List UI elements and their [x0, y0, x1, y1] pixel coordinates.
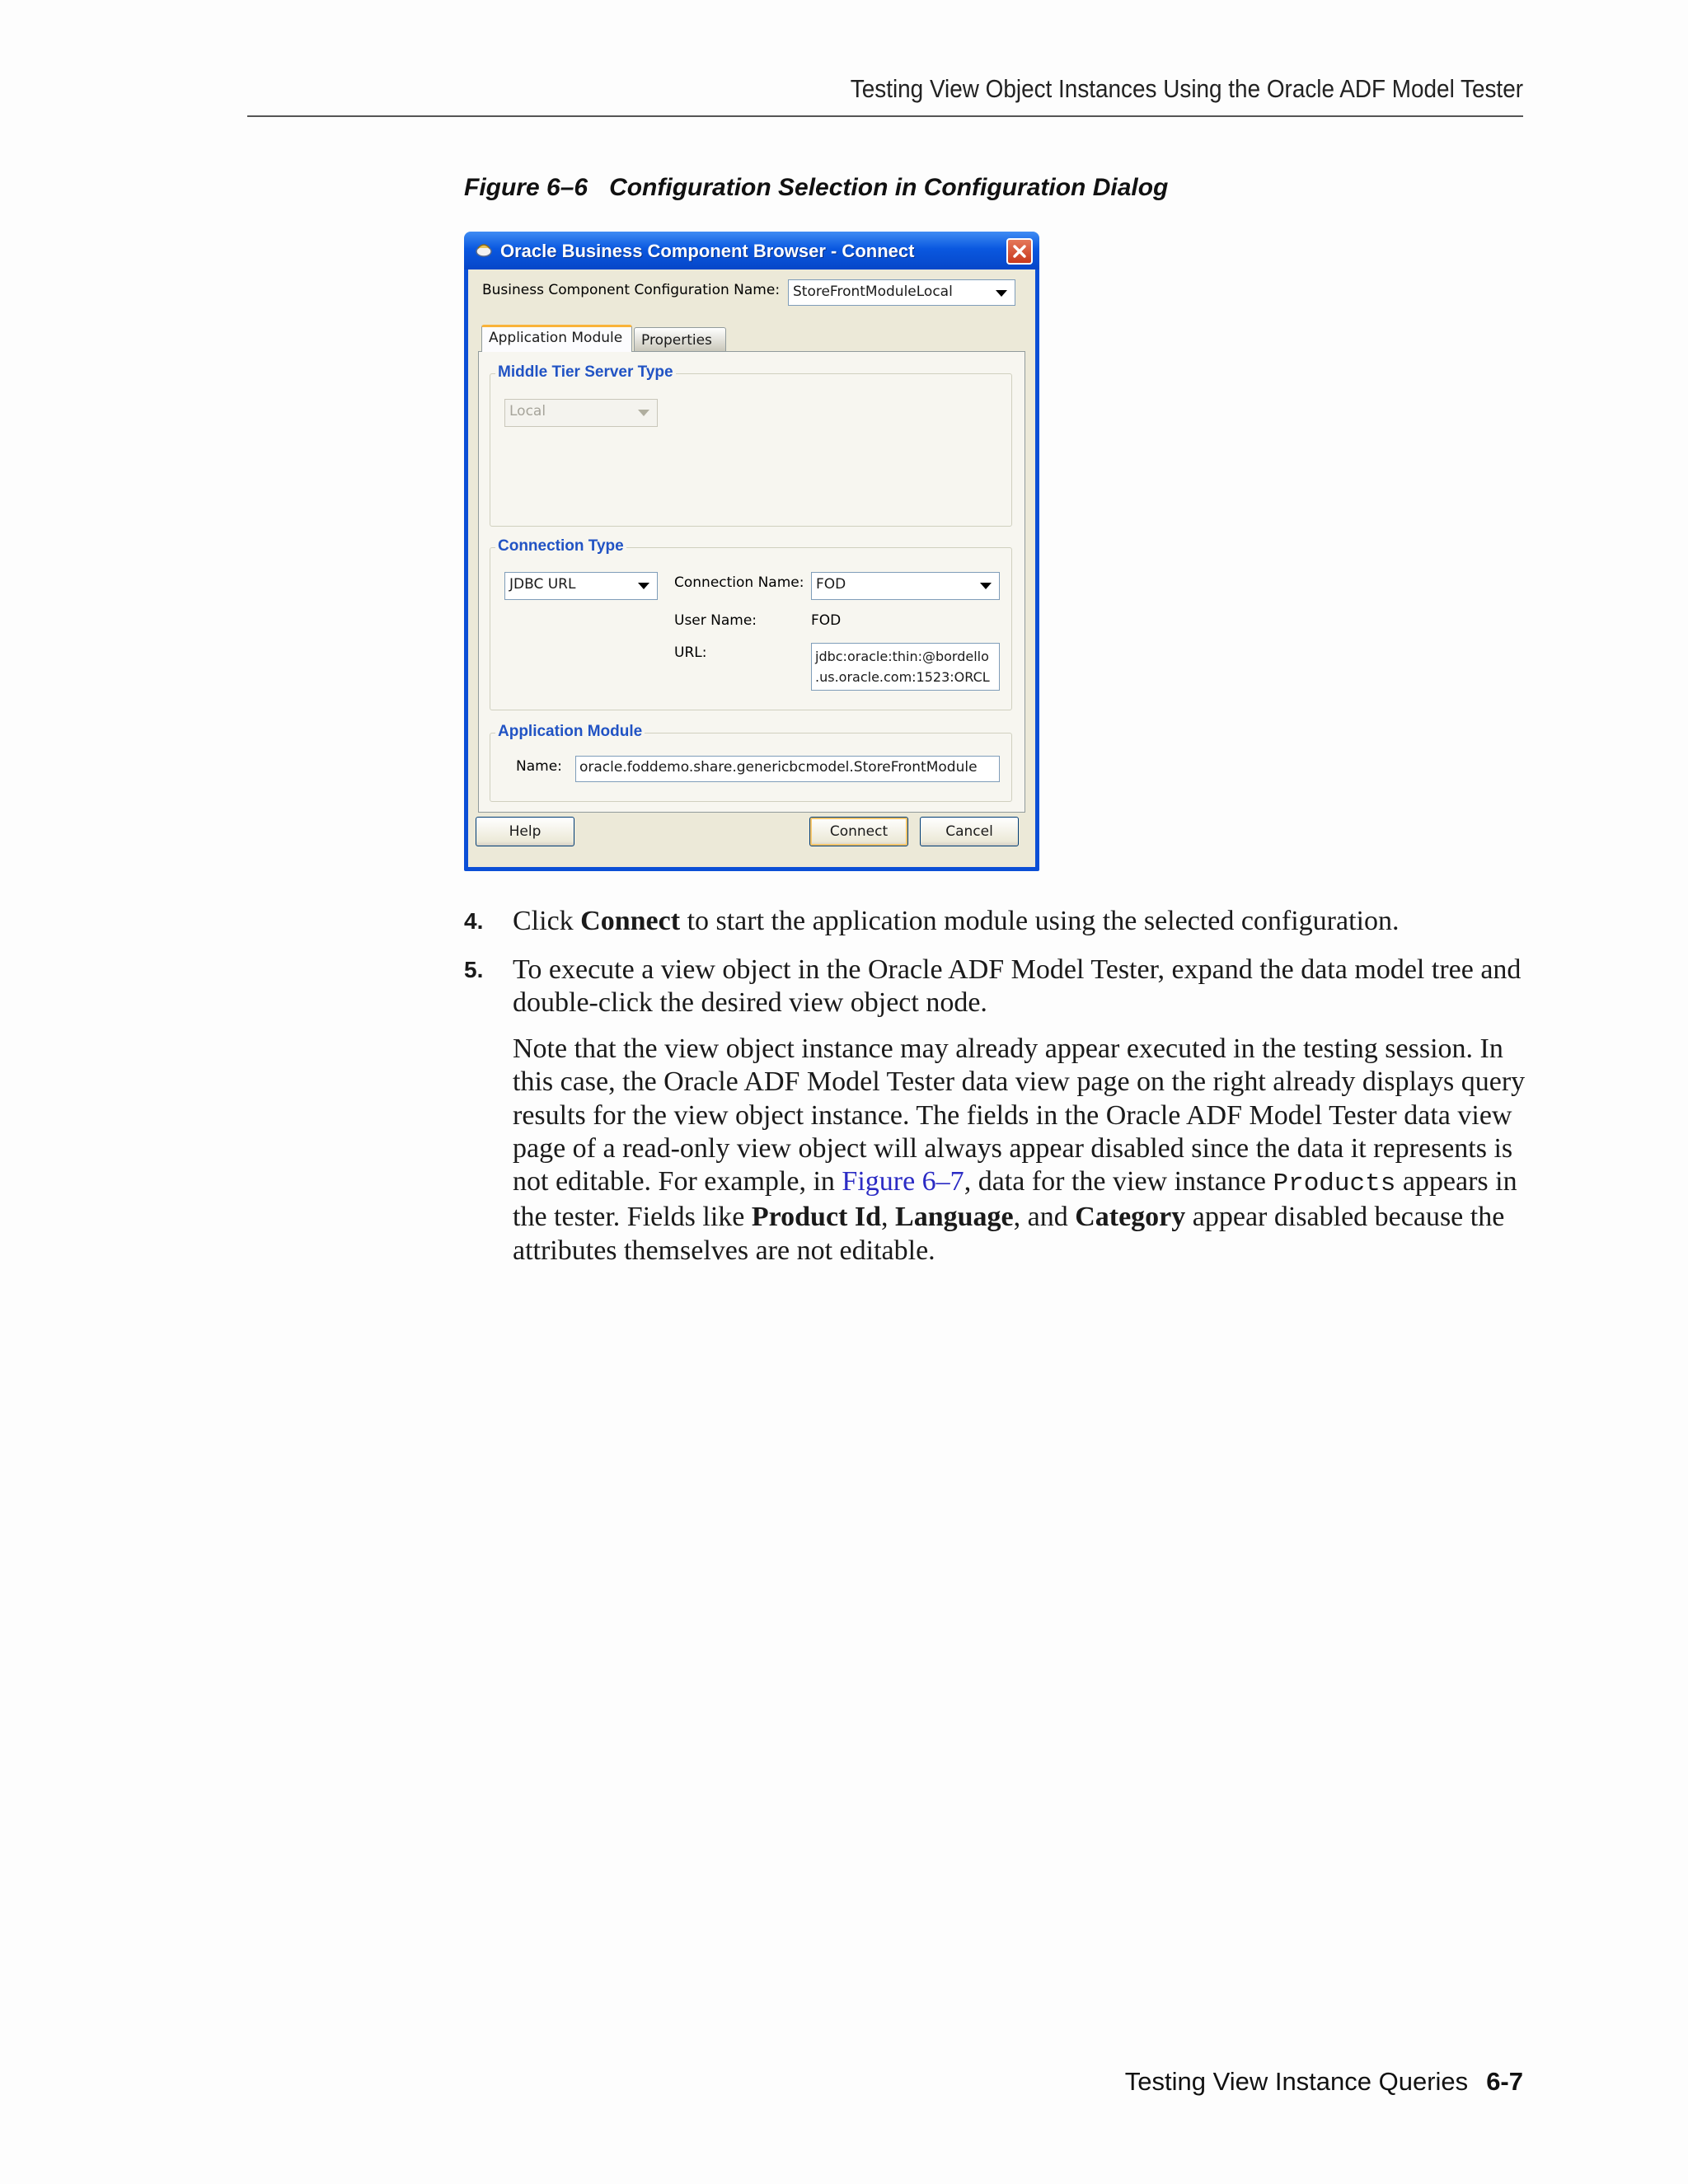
config-name-label: Business Component Configuration Name: [482, 282, 781, 298]
step-text: Click Connect to start the application module using the selected configuration. [513, 906, 1400, 936]
header-rule [247, 115, 1523, 117]
step-number: 5. [464, 957, 484, 982]
connection-type-select[interactable] [504, 572, 658, 600]
am-name-field[interactable]: oracle.foddemo.share.genericbcmodel.StoreFrontModule [575, 756, 1000, 782]
config-name-value: StoreFrontModuleLocal [793, 284, 953, 300]
middle-tier-title: Middle Tier Server Type [495, 363, 676, 382]
close-button[interactable] [1006, 238, 1033, 265]
connection-type-value: JDBC URL [509, 576, 576, 593]
connection-name-select[interactable] [811, 572, 1000, 600]
url-label: URL: [674, 644, 707, 661]
url-line-1: jdbc:oracle:thin:@bordello [815, 649, 989, 664]
user-name-value: FOD [811, 612, 842, 629]
figure-caption [464, 174, 1168, 202]
tab-application-module[interactable]: Application Module [481, 325, 632, 352]
connect-dialog [464, 232, 1039, 871]
note-paragraph: Note that the view object instance may already appear executed in the testing session. In this case, the Oracle ADF Model Tester data view page on the right already displays query results for the view object instance. The fields in the Oracle ADF Model Tester data view page of a read-only view object will always appear disabled since the data it represents is not editable. For example, in Figure 6–7, data for the view instance Products appears in the tester. Fields like Product Id, Language, and Category appear disabled because the attributes themselves are not editable. [513, 1033, 1526, 1266]
application-module-group [490, 723, 1012, 802]
connection-type-group [490, 537, 1012, 710]
close-icon [1008, 240, 1031, 263]
step-5 [464, 954, 1536, 1019]
cancel-button[interactable]: Cancel [920, 817, 1019, 846]
running-header: Testing View Object Instances Using the Oracle ADF Model Tester [850, 74, 1523, 103]
figure-number: Figure 6–6 [464, 174, 588, 201]
dialog-client-area [468, 269, 1035, 867]
dialog-title: Oracle Business Component Browser - Connect [500, 241, 915, 261]
am-name-label: Name: [516, 758, 562, 775]
connection-name-label: Connection Name: [674, 574, 804, 591]
chevron-down-icon [638, 583, 649, 589]
application-module-title: Application Module [495, 723, 645, 741]
url-line-2: .us.oracle.com:1523:ORCL [815, 669, 990, 685]
chevron-down-icon [996, 290, 1007, 297]
connection-name-value: FOD [816, 576, 846, 593]
connect-button[interactable]: Connect [809, 817, 908, 846]
user-name-label: User Name: [674, 612, 757, 629]
chevron-down-icon [638, 410, 649, 416]
footer-section: Testing View Instance Queries [1124, 2067, 1469, 2096]
dialog-titlebar[interactable] [464, 232, 1039, 269]
connection-type-title: Connection Type [495, 537, 626, 555]
help-button[interactable]: Help [476, 817, 574, 846]
step-4 [464, 905, 1536, 938]
figure-link[interactable]: Figure 6–7 [842, 1166, 964, 1197]
app-icon [474, 240, 494, 260]
chevron-down-icon [980, 583, 992, 589]
url-field[interactable] [811, 643, 1000, 691]
middle-tier-value: Local [509, 403, 546, 419]
middle-tier-group [490, 363, 1012, 527]
figure-title: Configuration Selection in Configuration Dialog [609, 174, 1169, 201]
connect-emphasis: Connect [580, 906, 681, 936]
tab-panel [478, 351, 1025, 813]
page-footer [1125, 2067, 1523, 2097]
config-name-select[interactable] [788, 279, 1015, 306]
tab-properties[interactable]: Properties [634, 327, 726, 351]
page-number: 6-7 [1486, 2067, 1523, 2096]
step-text: To execute a view object in the Oracle ADF Model Tester, expand the data model tree and double-click the desired view object node. [513, 954, 1522, 1018]
code-products: Products [1273, 1169, 1396, 1199]
middle-tier-select [504, 399, 658, 427]
step-number: 4. [464, 908, 484, 934]
